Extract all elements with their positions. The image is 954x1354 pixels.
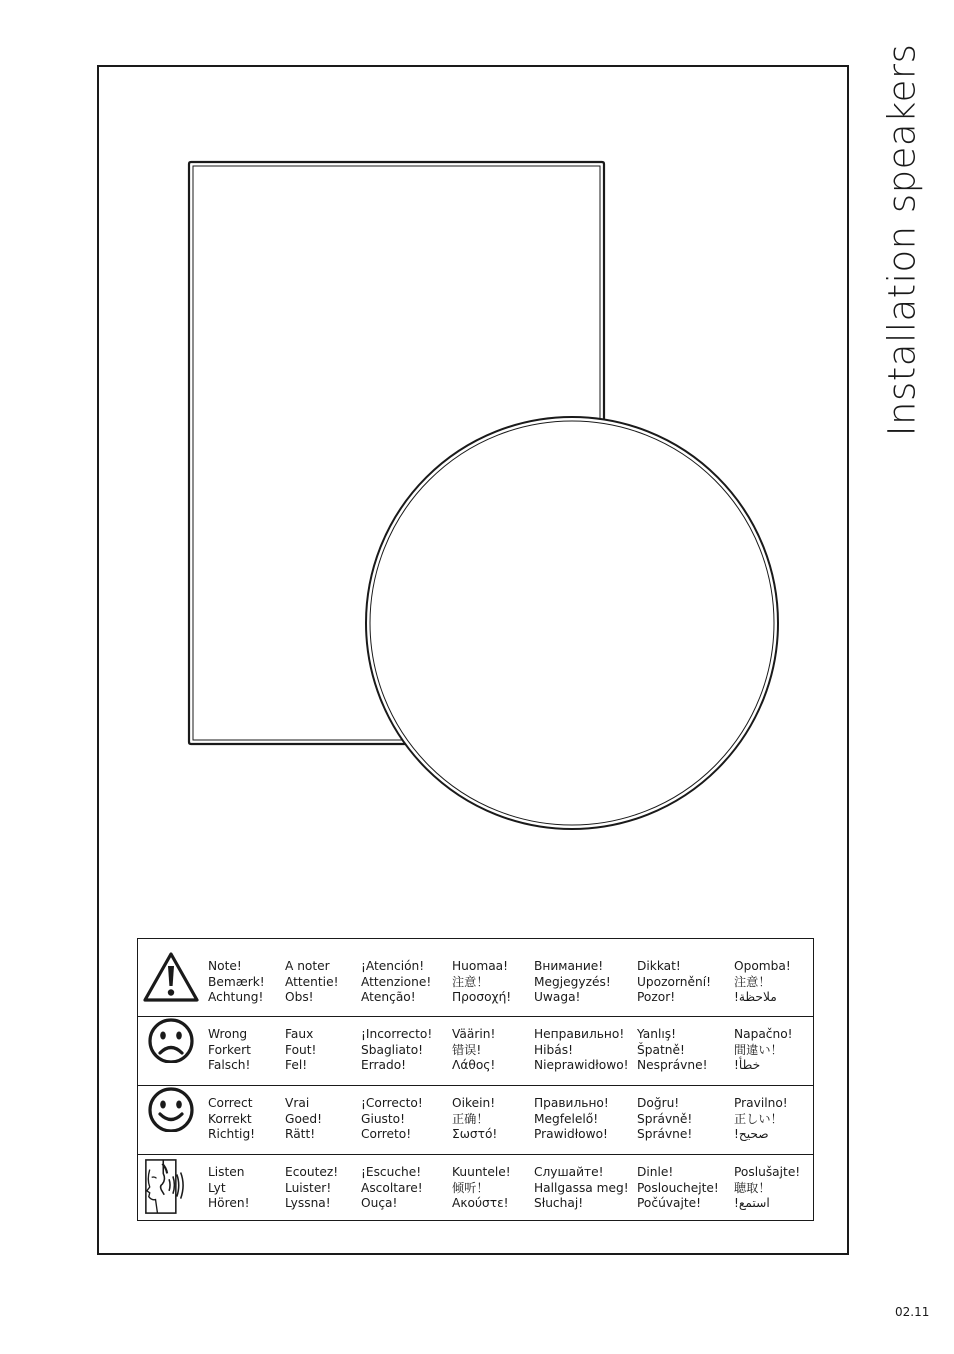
legend-text: Nieprawidłowo! (534, 1058, 629, 1073)
legend-text: Megfelelő! (534, 1111, 599, 1126)
legend-text: Počúvajte! (637, 1196, 702, 1211)
legend-text: Ακούστε! (452, 1196, 509, 1211)
legend-text: Λάθος! (452, 1058, 496, 1073)
sad-face-icon (143, 1011, 199, 1063)
legend-text: Goed! (285, 1111, 323, 1126)
legend-col (208, 1096, 255, 1143)
legend-text: Yanlış! (637, 1027, 676, 1041)
legend-text: Rätt! (285, 1127, 316, 1142)
legend-col (637, 959, 711, 1006)
legend-text: !صحيح (734, 1127, 769, 1142)
legend-text: Ecoutez! (285, 1165, 339, 1179)
page-title: Installation speakers (880, 43, 924, 437)
legend-text: Fout! (285, 1042, 317, 1057)
legend-text: Wrong (208, 1027, 248, 1041)
legend-text: Ouça! (361, 1196, 398, 1211)
legend-col (208, 959, 265, 1006)
legend-col (361, 1165, 423, 1212)
legend-text: Προσοχή! (452, 990, 512, 1005)
legend-row-listen (138, 1154, 813, 1220)
legend-text: Dinle! (637, 1165, 674, 1179)
legend-text: 正しい！ (734, 1111, 783, 1126)
legend-text: Слушайте! (534, 1165, 604, 1179)
legend-text: Uwaga! (534, 990, 581, 1005)
legend-col (361, 1027, 432, 1074)
legend-text: Ascoltare! (361, 1180, 423, 1195)
legend-text: Sbagliato! (361, 1042, 424, 1057)
legend-col (285, 1027, 316, 1074)
page-number: 02.11 (895, 1305, 930, 1319)
legend-text: Hibás! (534, 1042, 573, 1057)
legend-text: Σωστό! (452, 1127, 498, 1142)
legend-text: ¡Escuche! (361, 1165, 422, 1179)
warning-triangle-icon (143, 951, 199, 1003)
legend-text: ¡Atención! (361, 959, 425, 973)
legend-text: Правильно! (534, 1096, 609, 1110)
legend-col (637, 1165, 719, 1212)
legend-col (452, 1165, 511, 1212)
legend-text: Внимание! (534, 959, 604, 973)
legend-col (734, 1096, 788, 1143)
legend-text: Upozornění! (637, 974, 711, 989)
legend-col (452, 1027, 495, 1074)
legend-text: 正确！ (452, 1111, 489, 1126)
legend-text: 聴取！ (734, 1180, 771, 1195)
legend-text: Poslušajte! (734, 1165, 801, 1179)
legend-text: !استمع (734, 1196, 770, 1211)
legend-text: Atenção! (361, 990, 416, 1005)
legend-text: Obs! (285, 990, 314, 1005)
legend-text: Note! (208, 959, 242, 973)
legend-text: Luister! (285, 1180, 332, 1195)
legend-text: !خطأ (734, 1058, 761, 1073)
legend-text: A noter (285, 959, 330, 973)
legend-text: Väärin! (452, 1027, 496, 1041)
happy-face-icon (143, 1080, 199, 1132)
legend-col (208, 1027, 251, 1074)
legend-text: Doğru! (637, 1096, 680, 1110)
legend-text: Hallgassa meg! (534, 1180, 629, 1195)
legend-text: Korrekt (208, 1111, 252, 1126)
legend-col (534, 1165, 629, 1212)
legend-col (534, 1096, 609, 1143)
legend-text: ¡Correcto! (361, 1096, 423, 1110)
legend-text: 注意！ (452, 974, 489, 989)
legend-col (637, 1027, 708, 1074)
legend-text: Listen (208, 1165, 245, 1179)
legend-col (734, 1165, 800, 1212)
legend-text: Lyt (208, 1180, 226, 1195)
legend-text: Pozor! (637, 990, 676, 1005)
legend-col (208, 1165, 249, 1212)
legend-text: Správne! (637, 1127, 693, 1142)
legend-col (734, 1027, 793, 1074)
legend-text: Richtig! (208, 1127, 256, 1142)
legend-text: Napačno! (734, 1027, 793, 1041)
legend-col (452, 1096, 497, 1143)
legend-text: Hören! (208, 1196, 250, 1211)
symbol-legend (137, 938, 814, 1221)
legend-text: Megjegyzés! (534, 974, 611, 989)
legend-text: Opomba! (734, 959, 791, 973)
legend-row-note (138, 939, 813, 1008)
legend-text: Dikkat! (637, 959, 681, 973)
legend-text: 倾听！ (452, 1180, 489, 1195)
legend-text: Poslouchejte! (637, 1180, 719, 1195)
legend-col (285, 959, 338, 1006)
legend-text: Correto! (361, 1127, 412, 1142)
legend-text: Oikein! (452, 1096, 496, 1110)
listening-person-icon (143, 1158, 199, 1216)
legend-text: Неправильно! (534, 1027, 625, 1041)
legend-col (285, 1096, 322, 1143)
legend-text: Słuchaj! (534, 1196, 584, 1211)
legend-text: Correct (208, 1096, 253, 1110)
legend-text: 注意！ (734, 974, 771, 989)
legend-text: !ملاحظة (734, 990, 777, 1005)
legend-text: Fel! (285, 1058, 308, 1073)
legend-text: Falsch! (208, 1058, 251, 1073)
legend-text: Giusto! (361, 1111, 406, 1126)
legend-text: Špatně! (637, 1042, 685, 1057)
legend-text: Pravilno! (734, 1096, 788, 1110)
legend-col (452, 959, 511, 1006)
legend-text: Správně! (637, 1111, 693, 1126)
legend-text: Errado! (361, 1058, 407, 1073)
legend-text: Lyssna! (285, 1196, 331, 1211)
legend-text: Forkert (208, 1042, 251, 1057)
legend-col (285, 1165, 338, 1212)
legend-col (534, 959, 611, 1006)
legend-text: Faux (285, 1027, 314, 1041)
legend-text: Kuuntele! (452, 1165, 511, 1179)
legend-text: Prawidłowo! (534, 1127, 608, 1142)
legend-text: Bemærk! (208, 974, 265, 989)
legend-col (361, 959, 431, 1006)
legend-text: Attenzione! (361, 974, 432, 989)
legend-col (637, 1096, 692, 1143)
legend-text: Achtung! (208, 990, 264, 1005)
legend-text: 間違い！ (734, 1042, 783, 1057)
legend-col (361, 1096, 423, 1143)
legend-row-correct (138, 1085, 813, 1154)
legend-text: Huomaa! (452, 959, 509, 973)
legend-col (534, 1027, 629, 1074)
legend-col (734, 959, 791, 1006)
legend-text: ¡Incorrecto! (361, 1027, 433, 1041)
legend-text: 错误! (452, 1042, 482, 1057)
legend-text: Nesprávne! (637, 1058, 708, 1073)
round-speaker (366, 417, 778, 829)
legend-row-wrong (138, 1016, 813, 1085)
legend-text: Attentie! (285, 974, 339, 989)
legend-text: Vrai (285, 1096, 310, 1110)
